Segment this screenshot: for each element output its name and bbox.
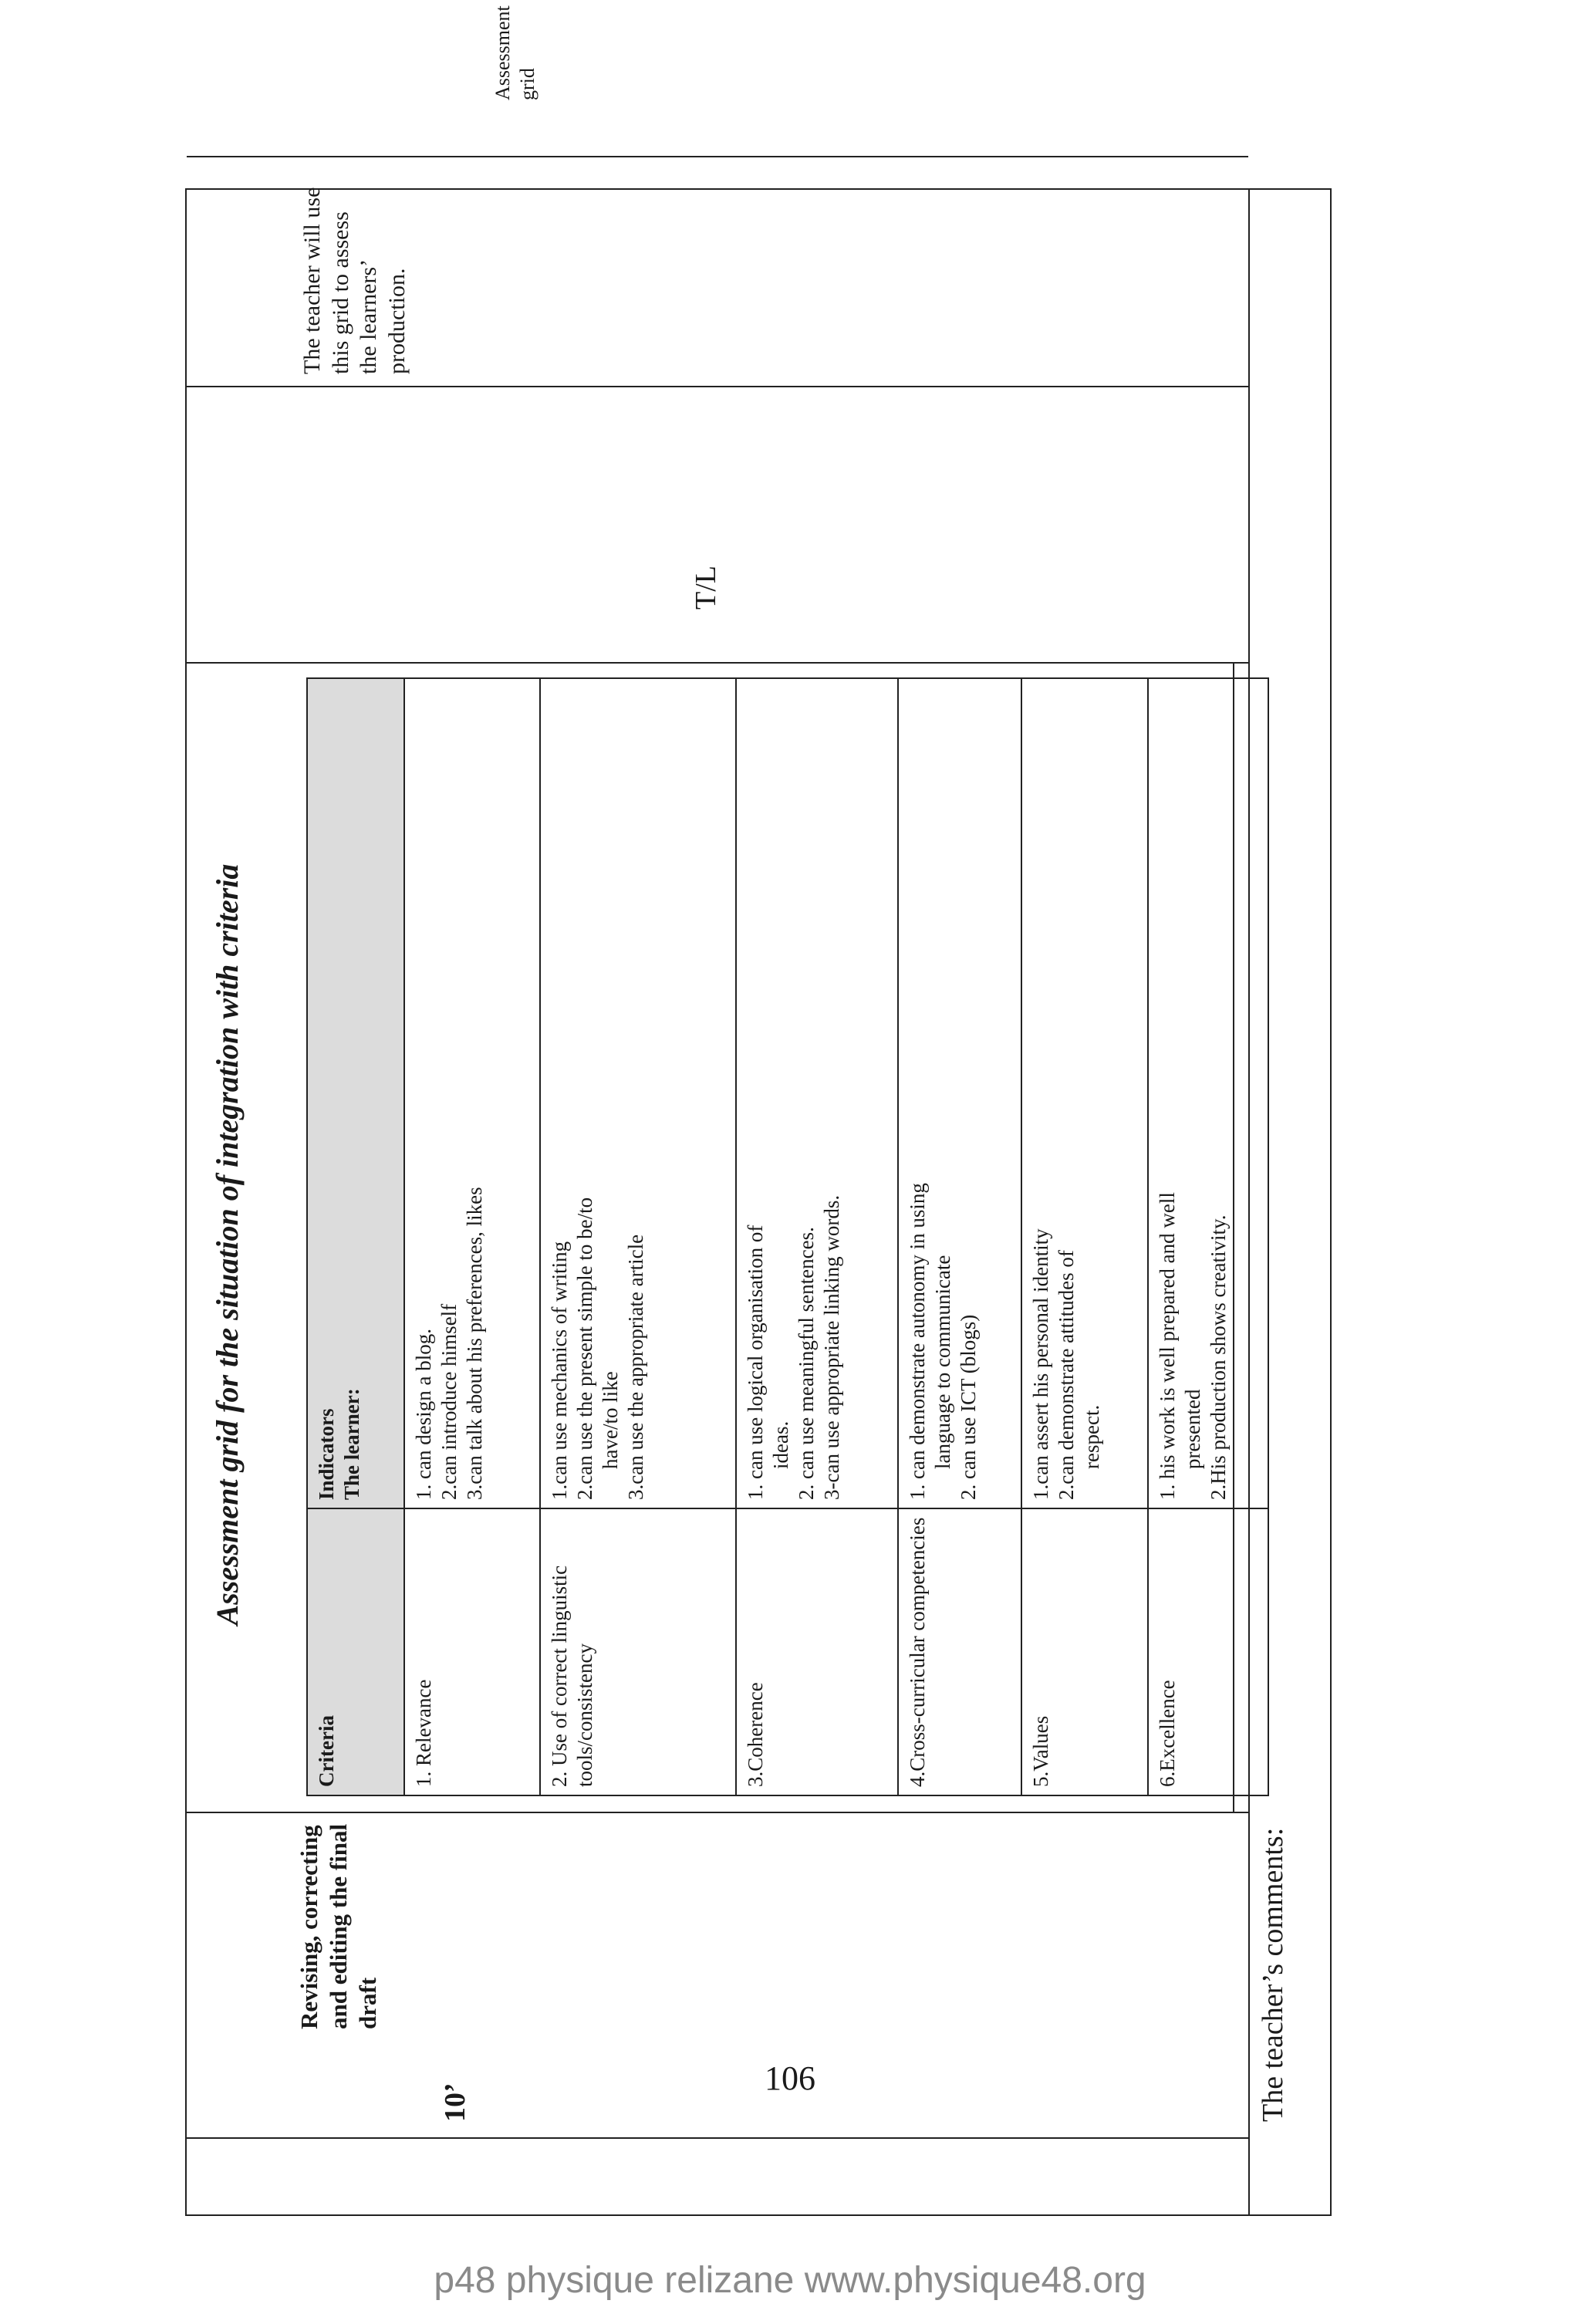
grid-row xyxy=(1148,678,1268,1795)
indicator-line: 2.can demonstrate attitudes of xyxy=(1054,1250,1078,1500)
indicators-cell xyxy=(404,678,540,1508)
indicators-header xyxy=(307,678,404,1508)
column-divider xyxy=(187,2137,1248,2139)
teacher-note: The teacher will use this grid to assess the learners’ production. xyxy=(299,187,410,374)
indicator-line: 2.can use the present simple to be/to xyxy=(572,1197,596,1500)
indicators-cell xyxy=(898,678,1021,1508)
criterion-cell: 3.Coherence xyxy=(736,1508,898,1795)
indicator-line: 1. can use logical organisation of xyxy=(744,1224,767,1500)
criterion-cell: 2. Use of correct linguistic tools/consistency xyxy=(540,1508,736,1795)
indicator-line: language to communicate xyxy=(930,1255,954,1469)
criterion-cell: 1. Relevance xyxy=(404,1508,540,1795)
grid-row xyxy=(404,678,540,1795)
indicators-cell xyxy=(1021,678,1148,1508)
grid-row xyxy=(1021,678,1148,1795)
criterion-cell: 6.Excellence xyxy=(1148,1508,1268,1795)
indicator-line: 2. can use ICT (blogs) xyxy=(956,1314,980,1500)
indicator-line: 3.can use the appropriate article xyxy=(623,1234,647,1500)
indicator-line: have/to like xyxy=(598,1371,622,1469)
indicators-header-line1: Indicators xyxy=(315,1408,338,1500)
indicators-header-line2: The learner: xyxy=(339,1388,363,1500)
criteria-header: Criteria xyxy=(307,1508,404,1795)
indicator-line: 1. can design a blog. xyxy=(412,1329,435,1500)
indicators-cell xyxy=(540,678,736,1508)
indicator-line: 3-can use appropriate linking words. xyxy=(819,1194,843,1500)
indicator-line: 2. can use meaningful sentences. xyxy=(794,1227,818,1500)
assessment-grid-table xyxy=(306,677,1269,1796)
indicator-line: respect. xyxy=(1079,1404,1103,1469)
rotated-page-content xyxy=(187,5,1330,2214)
grid-title: Assessment grid for the situation of integration with criteria xyxy=(210,863,245,1626)
indicator-line: 2.His production shows creativity. xyxy=(1206,1214,1230,1500)
indicator-line: 1. can demonstrate autonomy in using xyxy=(906,1183,929,1500)
column-divider xyxy=(187,386,1248,387)
stage-name: Revising, correcting and editing the final draft xyxy=(295,1823,381,2029)
lesson-plan-table xyxy=(185,5,1332,2216)
criterion-cell: 4.Cross-curricular competencies xyxy=(898,1508,1021,1795)
column-divider xyxy=(187,156,1248,157)
stage-time: 10’ xyxy=(439,2082,471,2122)
teacher-comments-label: The teacher’s comments: xyxy=(1257,1827,1289,2122)
grid-row xyxy=(540,678,736,1795)
indicator-line: 2.can introduce himself xyxy=(437,1303,461,1500)
page-number: 106 xyxy=(765,2059,815,2097)
grid-row xyxy=(898,678,1021,1795)
indicator-line: 3.can talk about his preferences, likes xyxy=(462,1187,486,1500)
indicators-cell xyxy=(736,678,898,1508)
indicator-line: 1. his work is well prepared and well xyxy=(1156,1192,1179,1500)
indicator-line: 1.can use mechanics of writing xyxy=(548,1241,571,1500)
material: Assessment grid xyxy=(491,5,538,100)
grid-header-row xyxy=(307,678,404,1795)
indicator-line: presented xyxy=(1180,1389,1204,1469)
grid-row xyxy=(736,678,898,1795)
indicators-cell xyxy=(1148,678,1268,1508)
footer-watermark: p48 physique relizane www.physique48.org xyxy=(434,2260,1146,2301)
interaction-pattern: T/L xyxy=(690,566,722,610)
column-divider xyxy=(187,1812,1248,1813)
indicator-line: ideas. xyxy=(768,1420,792,1469)
criterion-cell: 5.Values xyxy=(1021,1508,1148,1795)
indicator-line: 1.can assert his personal identity xyxy=(1029,1228,1052,1500)
column-divider xyxy=(187,662,1248,664)
